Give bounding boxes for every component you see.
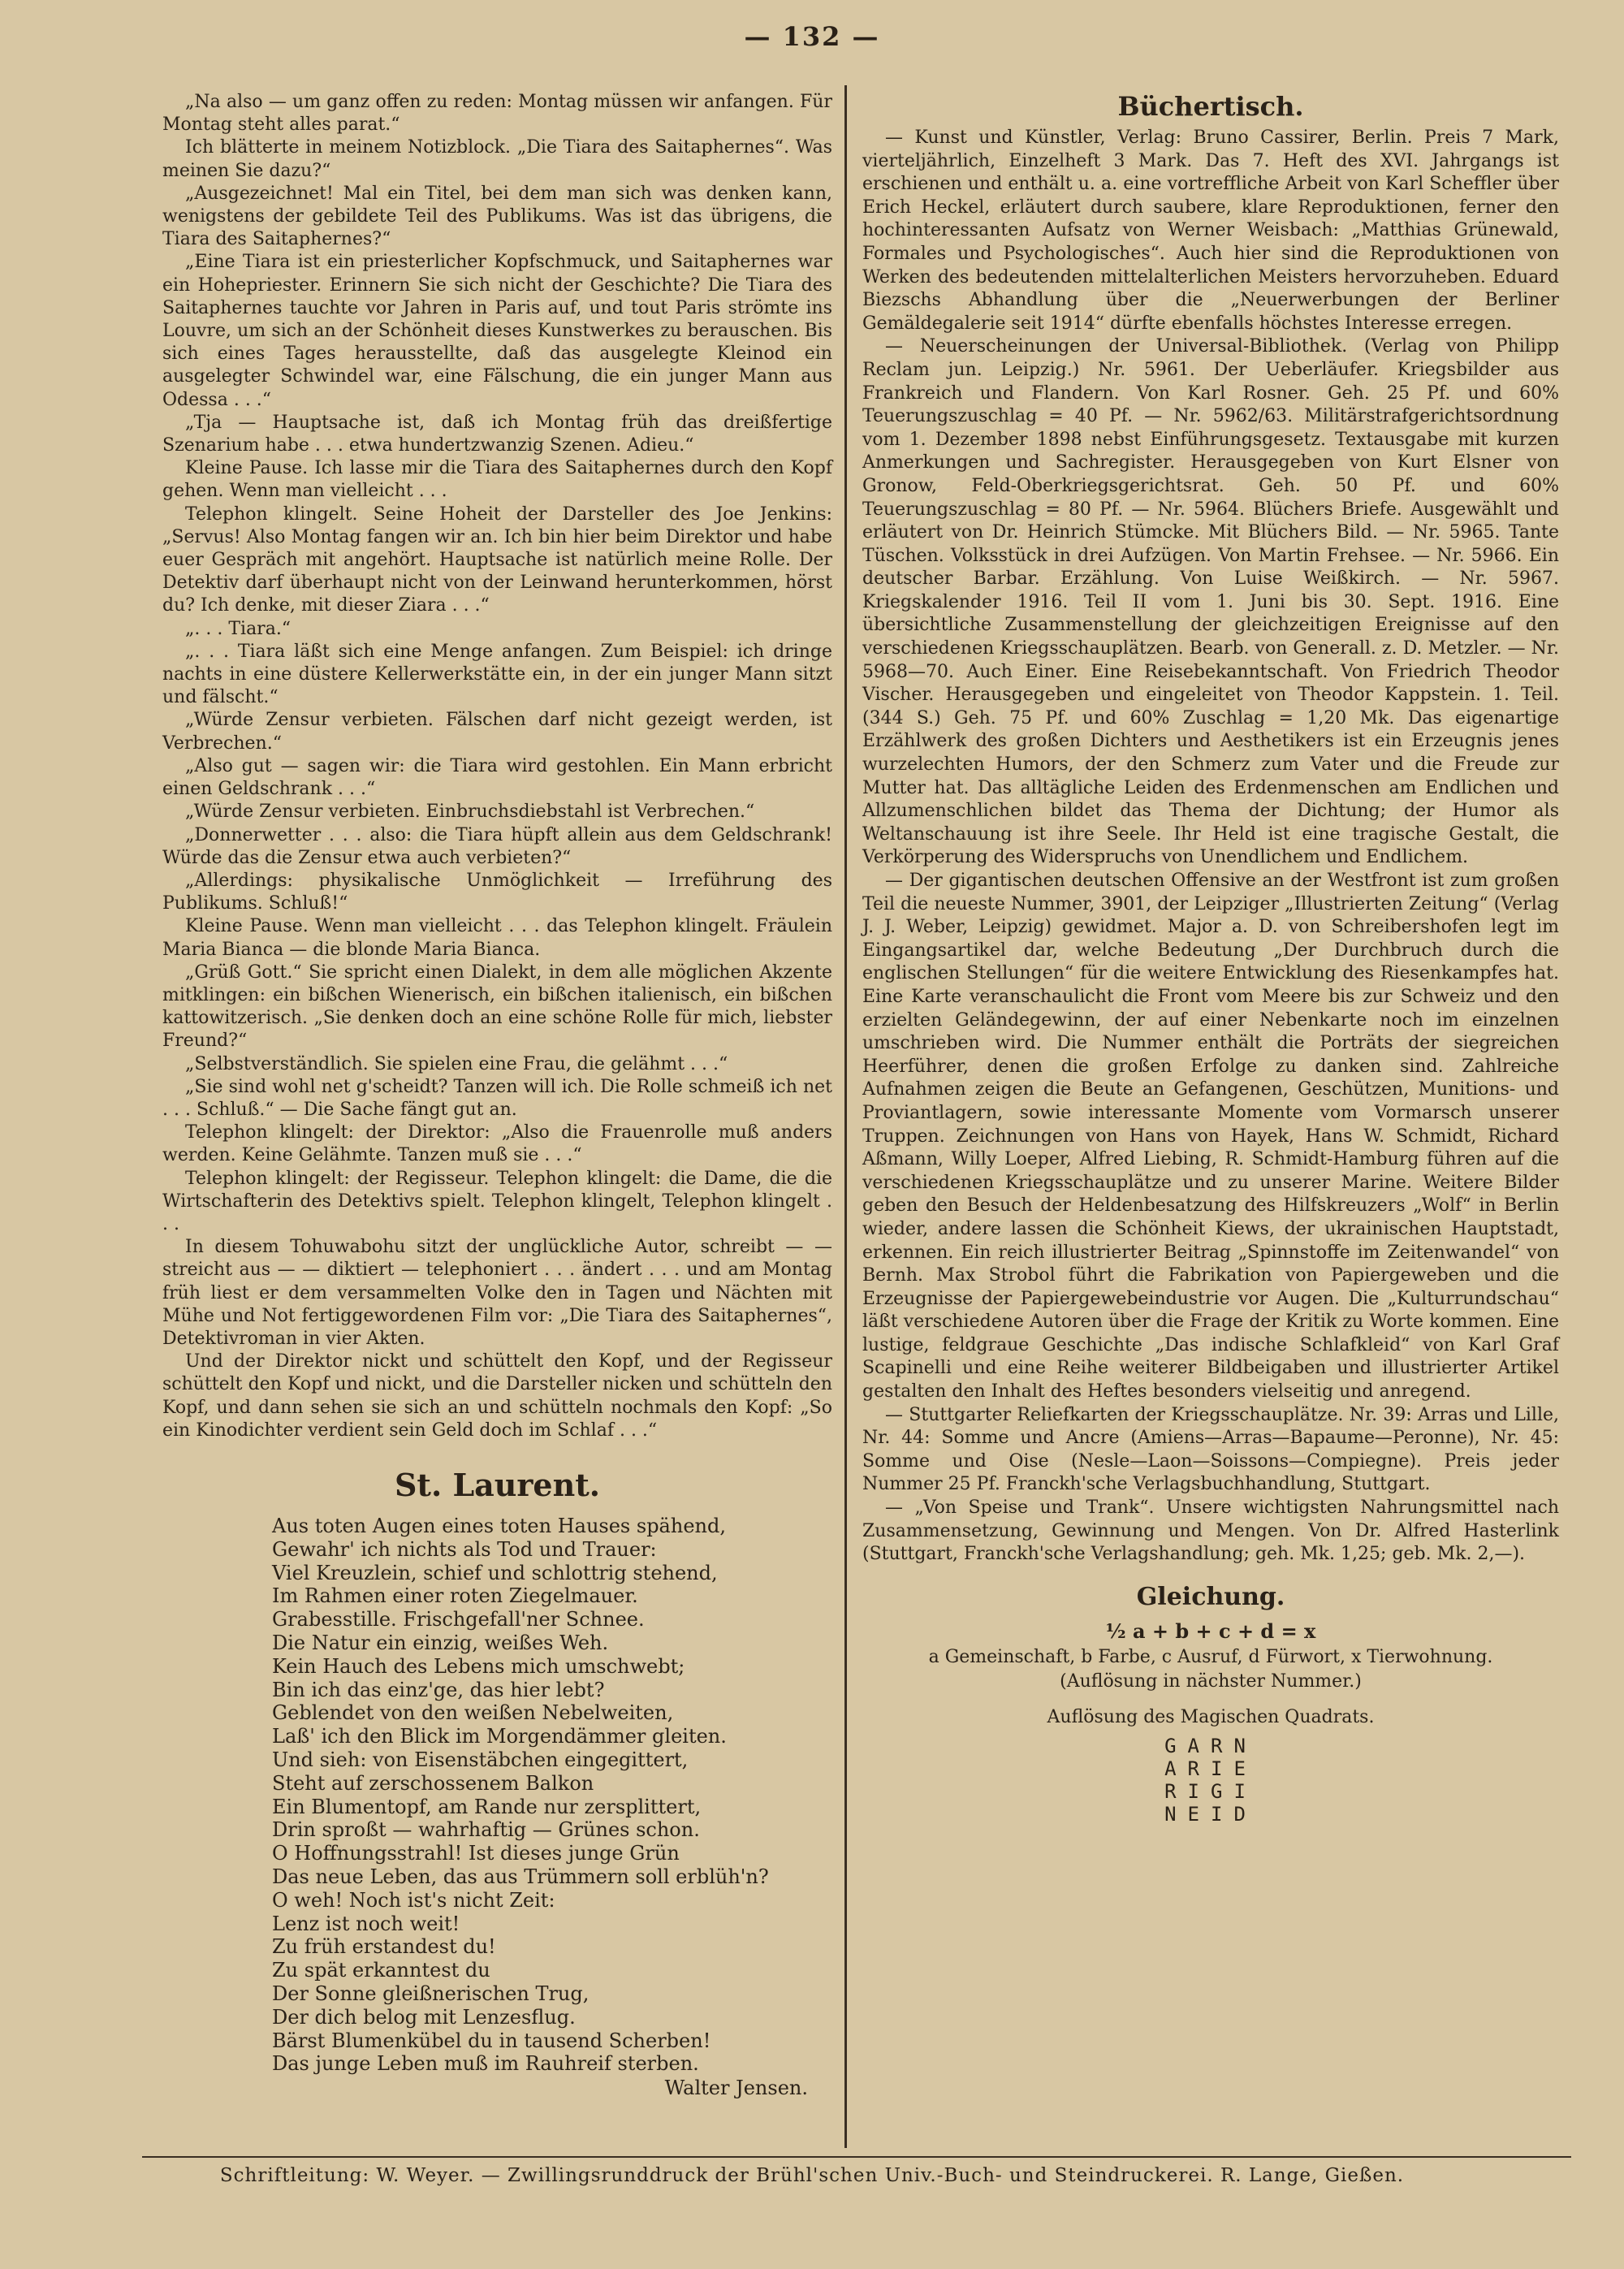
poem-line: Und sieh: von Eisenstäbchen eingegittert, xyxy=(272,1748,689,1771)
poem-line: Lenz ist noch weit! xyxy=(272,1912,460,1935)
paragraph: Ich blätterte in meinem Notizblock. „Die Tiara des Saitaphernes“. Was meinen Sie dazu?“ xyxy=(162,137,832,181)
imprint: Schriftleitung: W. Weyer. — Zwillingsrunddruck der Brühl'schen Univ.-Buch- und Steindruckerei. R. Lange, Gießen. xyxy=(219,2165,1405,2186)
left-column xyxy=(162,91,832,2100)
magic-square-row: NEID xyxy=(1164,1802,1257,1826)
column-divider xyxy=(844,85,847,2148)
paragraph: Kleine Pause. Wenn man vielleicht . . . das Telephon klingelt. Fräulein Maria Bianca — die blonde Maria Bianca. xyxy=(162,916,832,960)
paragraph: „Würde Zensur verbieten. Fälschen darf nicht gezeigt werden, ist Verbrechen.“ xyxy=(162,710,832,754)
magic-square xyxy=(862,1735,1559,1826)
paragraph: — „Von Speise und Trank“. Unsere wichtigsten Nahrungsmittel nach Zusammensetzung, Gewinnung und Mengen. Von Dr. Alfred Hasterlink (Stuttgart, Franckh'sche Verlagshandlung; geh. Mk. 1,25; geb. Mk. 2,—). xyxy=(862,1498,1559,1565)
poem-line: Die Natur ein einzig, weißes Weh. xyxy=(272,1631,609,1654)
footer-rule xyxy=(142,2156,1571,2158)
puzzle-formula: ½ a + b + c + d = x xyxy=(1105,1619,1316,1643)
magic-square-row: ARIE xyxy=(1164,1757,1257,1780)
poem-line: Gewahr' ich nichts als Tod und Trauer: xyxy=(272,1537,657,1561)
page-number: — 132 — xyxy=(744,21,880,52)
poem-line: Das neue Leben, das aus Trümmern soll erblüh'n? xyxy=(272,1865,769,1888)
magic-square-row: RIGI xyxy=(1164,1779,1257,1803)
solution-title: Auflösung des Magischen Quadrats. xyxy=(1047,1706,1375,1727)
poem-line: Im Rahmen einer roten Ziegelmauer. xyxy=(272,1584,638,1608)
paragraph: — Kunst und Künstler, Verlag: Bruno Cassirer, Berlin. Preis 7 Mark, vierteljährlich, Einzelheft 3 Mark. Das 7. Heft des XVI. Jahrgangs ist erschienen und enthält u. a. eine vortreffliche Arbeit von Karl Scheffler über Erich Heckel, erläutert durch saubere, klare Reproduktionen, ferner den hochinteressanten Aufsatz von Werner Weisbach: „Matthias Grünewald, Formales und Psychologisches“. Auch hier sind die Reproduktionen von Werken des bedeutenden mittelalterlichen Meisters hervorzuheben. Eduard Biezschs Abhandlung über die „Neuerwerbungen der Berliner Gemäldegalerie seit 1914“ dürfte ebenfalls höchstes Interesse erregen. xyxy=(862,127,1559,334)
paragraph: Telephon klingelt: der Direktor: „Also die Frauenrolle muß anders werden. Keine Gelähmte. Tanzen muß sie . . .“ xyxy=(162,1122,832,1166)
poem-line: Ein Blumentopf, am Rande nur zersplittert, xyxy=(272,1795,702,1818)
poem-line: Aus toten Augen eines toten Hauses spähend, xyxy=(272,1514,726,1537)
poem-line: Bärst Blumenkübel du in tausend Scherben! xyxy=(272,2029,711,2052)
paragraph: — Der gigantischen deutschen Offensive an der Westfront ist zum großen Teil die neueste Nummer, 3901, der Leipziger „Illustrierten Zeitung“ (Verlag J. J. Weber, Leipzig) gewidmet. Major a. D. von Schreibershofen legt im Eingangsartikel dar, welche Bedeutung „Der Durchbruch durch die englischen Stellungen“ für die weitere Entwicklung des Riesenkampfes hat. Eine Karte veranschaulicht die Front vom Meere bis zur Schweiz und den erzielten Geländegewinn, der auf einer Nebenkarte noch im einzelnen umschrieben wird. Die Nummer enthält die Porträts der siegreichen Heerführer, denen die großen Erfolge zu danken sind. Zahlreiche Aufnahmen zeigen die Beute an Gefangenen, Geschützen, Munitions- und Proviantlagern, sowie interessante Momente vom Vormarsch unserer Truppen. Zeichnungen von Hans von Hayek, Hans W. Schmidt, Richard Aßmann, Willy Loeper, Alfred Liebing, R. Schmidt-Hamburg führen auf die verschiedenen Kriegsschauplätze und zu unserer Marine. Weitere Bilder geben den Besuch der Heldenbesatzung des Hilfskreuzers „Wolf“ in Berlin wieder, andere lassen die Schönheit Kiews, der ukrainischen Hauptstadt, erkennen. Ein reich illustrierter Beitrag „Spinnstoffe im Zeitenwandel“ von Bernh. Max Strobol führt die Fabrikation von Papiergeweben und die Erzeugnisse der Papiergewebeindustrie vor Augen. Die „Kulturrundschau“ läßt verschiedene Autoren über die Frage der Kritik zu Worte kommen. Eine lustige, feldgraue Geschichte „Das indische Schlafkleid“ von Karl Graf Scapinelli und eine Reihe weiterer Bildbeigaben und illustrierter Artikel gestalten den Inhalt des Heftes besonders vielseitig und anregend. xyxy=(862,871,1559,1402)
section-title: Büchertisch. xyxy=(1117,91,1304,122)
poem-line: Zu früh erstandest du! xyxy=(272,1935,496,1959)
poem-line: Kein Hauch des Lebens mich umschwebt; xyxy=(272,1654,685,1678)
poem-line: Bin ich das einz'ge, das hier lebt? xyxy=(272,1678,605,1701)
poem-line: Drin sproßt — wahrhaftig — Grünes schon. xyxy=(272,1818,700,1842)
poem-line: Der dich belog mit Lenzesflug. xyxy=(272,2005,576,2029)
paragraph: „Na also — um ganz offen zu reden: Montag müssen wir anfangen. Für Montag steht alles parat.“ xyxy=(162,92,832,136)
book-reviews xyxy=(862,127,1559,1567)
paragraph: Und der Direktor nickt und schüttelt den Kopf, und der Regisseur schüttelt den Kopf und nickt, und die Darsteller nicken und schütteln den Kopf, und dann sehen sie sich an und schütteln nochmals den Kopf: „So ein Kinodichter verdient sein Geld doch im Schlaf . . .“ xyxy=(162,1351,832,1441)
paragraph: „Würde Zensur verbieten. Einbruchsdiebstahl ist Verbrechen.“ xyxy=(185,802,755,823)
magic-square-row: GARN xyxy=(1164,1734,1257,1757)
poem-line: Steht auf zerschossenem Balkon xyxy=(272,1771,594,1795)
paragraph: In diesem Tohuwabohu sitzt der unglückliche Autor, schreibt — — streicht aus — — diktiert — telephoniert . . . ändert . . . und am Montag früh liest er dem versammelten Volke den in Tagen und Nächten mit Mühe und Not fertiggewordenen Film vor: „Die Tiara des Saitaphernes“, Detektivroman in vier Akten. xyxy=(162,1237,832,1349)
poem-author: Walter Jensen. xyxy=(664,2077,808,2100)
paragraph: „. . . Tiara läßt sich eine Menge anfangen. Zum Beispiel: ich dringe nachts in eine düstere Kellerwerkstätte ein, in der ein junger Mann sitzt und fälscht.“ xyxy=(162,641,832,708)
paragraph: „Also gut — sagen wir: die Tiara wird gestohlen. Ein Mann erbricht einen Geldschrank . . .“ xyxy=(162,755,832,800)
paragraph: „. . . Tiara.“ xyxy=(185,618,292,639)
paragraph: „Tja — Hauptsache ist, daß ich Montag früh das dreißfertige Szenarium habe . . . etwa hundertzwanzig Szenen. Adieu.“ xyxy=(162,412,832,456)
right-column xyxy=(862,91,1559,1826)
poem-author-wrap xyxy=(162,2076,832,2100)
paragraph: Kleine Pause. Ich lasse mir die Tiara des Saitaphernes durch den Kopf gehen. Wenn man vielleicht . . . xyxy=(162,458,832,502)
paragraph: „Donnerwetter . . . also: die Tiara hüpft allein aus dem Geldschrank! Würde das die Zensur etwa auch verbieten?“ xyxy=(162,824,832,868)
poem-line: Der Sonne gleißnerischen Trug, xyxy=(272,1982,590,2005)
paragraph: Telephon klingelt. Seine Hoheit der Darsteller des Joe Jenkins: „Servus! Also Montag fangen wir an. Ich bin hier beim Direktor und habe euer Gespräch mit angehört. Hauptsache ist natürlich meine Rolle. Der Detektiv darf überhaupt nicht von der Leinwand herunterkommen, hörst du? Ich denke, mit dieser Ziara . . .“ xyxy=(162,504,832,616)
paragraph: „Eine Tiara ist ein priesterlicher Kopfschmuck, und Saitaphernes war ein Hohepriester. Erinnern Sie sich nicht der Geschichte? Die Tiara des Saitaphernes tauchte vor Jahren in Paris auf, und tout Paris strömte ins Louvre, um sich an der Schönheit dieses Kunstwerkes zu berauschen. Bis sich eines Tages herausstellte, daß das ausgelegte Kleinod ein ausgelegter Schwindel war, eine Fälschung, die ein junger Mann aus Odessa . . .“ xyxy=(162,252,832,410)
puzzle-legend: a Gemeinschaft, b Farbe, c Ausruf, d Fürwort, x Tierwohnung. xyxy=(928,1646,1493,1667)
paragraph: — Neuerscheinungen der Universal-Bibliothek. (Verlag von Philipp Reclam jun. Leipzig.) Nr. 5961. Der Ueberläufer. Kriegsbilder aus Frankreich und Flandern. Von Karl Rosner. Geh. 25 Pf. und 60% Teuerungszuschlag = 40 Pf. — Nr. 5962/63. Militärstrafgerichtsordnung vom 1. Dezember 1898 nebst Einführungsgesetz. Textausgabe mit kurzen Anmerkungen und Sachregister. Herausgegeben von Kurt Elsner von Gronow, Feld-Oberkriegsgerichtsrat. Geh. 50 Pf. und 60% Teuerungszuschlag = 80 Pf. — Nr. 5964. Blüchers Briefe. Ausgewählt und erläutert von Dr. Heinrich Stümcke. Mit Blüchers Bild. — Nr. 5965. Tante Tüschen. Volksstück in drei Aufzügen. Von Martin Frehsee. — Nr. 5966. Ein deutscher Barbar. Erzählung. Von Luise Weißkirch. — Nr. 5967. Kriegskalender 1916. Teil II vom 1. Juni bis 30. Sept. 1916. Eine übersichtliche Zusammenstellung der gleichzeitigen Ereignisse auf den verschiedenen Kriegsschauplätzen. Bearb. von Generall. z. D. Metzler. — Nr. 5968—70. Auch Einer. Eine Reisebekanntschaft. Von Friedrich Theodor Vischer. Herausgegeben und eingeleitet von Theodor Kappstein. 1. Teil. (344 S.) Geh. 75 Pf. und 60% Zuschlag = 1,20 Mk. Das eigenartige Erzählwerk des großen Dichters und Aesthetikers ist ein Erzeugnis jenes wurzelechten Humors, der den Schmerz zum Vater und die Freude zur Mutter hat. Das alltägliche Leiden des Erdenmenschen am Endlichen und Allzumenschlichen bildet das Thema der Dichtung; der Humor als Weltanschauung ist ihre Seele. Ihr Held ist eine tragische Gestalt, die Verkörperung des Widerspruchs von Unendlichem und Endlichem. xyxy=(862,336,1559,868)
poem-title: St. Laurent. xyxy=(394,1466,601,1503)
paragraph: Telephon klingelt: der Regisseur. Telephon klingelt: die Dame, die die Wirtschafterin des Detektivs spielt. Telephon klingelt, Telephon klingelt . . . xyxy=(162,1168,832,1234)
poem-line: Das junge Leben muß im Rauhreif sterben. xyxy=(272,2052,699,2076)
paragraph: „Ausgezeichnet! Mal ein Titel, bei dem man sich was denken kann, wenigstens der gebildete Teil des Publikums. Was ist das übrigens, die Tiara des Saitaphernes?“ xyxy=(162,183,832,250)
puzzle-note: (Auflösung in nächster Nummer.) xyxy=(1060,1670,1362,1692)
poem-line: Laß' ich den Blick im Morgendämmer gleiten. xyxy=(272,1725,727,1748)
paragraph: „Sie sind wohl net g'scheidt? Tanzen will ich. Die Rolle schmeiß ich net . . . Schluß.“ — Die Sache fängt gut an. xyxy=(162,1076,832,1120)
poem xyxy=(162,1515,832,2076)
poem-line: Grabesstille. Frischgefall'ner Schnee. xyxy=(272,1608,645,1632)
poem-line: Geblendet von den weißen Nebelweiten, xyxy=(272,1701,674,1725)
paragraph: „Selbstverständlich. Sie spielen eine Frau, die gelähmt . . .“ xyxy=(185,1053,728,1074)
poem-line: O weh! Noch ist's nicht Zeit: xyxy=(272,1888,555,1912)
poem-line: Zu spät erkanntest du xyxy=(272,1959,490,1982)
puzzle-title: Gleichung. xyxy=(1136,1582,1285,1611)
story-text xyxy=(162,91,832,1442)
paragraph: „Grüß Gott.“ Sie spricht einen Dialekt, in dem alle möglichen Akzente mitklingen: ein bißchen Wienerisch, ein bißchen italienisch, ein bißchen kattowitzerisch. „Sie denken doch an eine schöne Rolle für mich, liebster Freund?“ xyxy=(162,962,832,1052)
paragraph: „Allerdings: physikalische Unmöglichkeit — Irreführung des Publikums. Schluß!“ xyxy=(162,870,832,914)
paragraph: — Stuttgarter Reliefkarten der Kriegsschauplätze. Nr. 39: Arras und Lille, Nr. 44: Somme und Ancre (Amiens—Arras—Bapaume—Peronne), Nr. 45: Somme und Oise (Nesle—Laon—Soissons—Compiegne). Preis jeder Nummer 25 Pf. Franckh'sche Verlagsbuchhandlung, Stuttgart. xyxy=(862,1404,1559,1495)
poem-line: O Hoffnungsstrahl! Ist dieses junge Grün xyxy=(272,1842,680,1865)
poem-line: Viel Kreuzlein, schief und schlottrig stehend, xyxy=(272,1561,718,1584)
